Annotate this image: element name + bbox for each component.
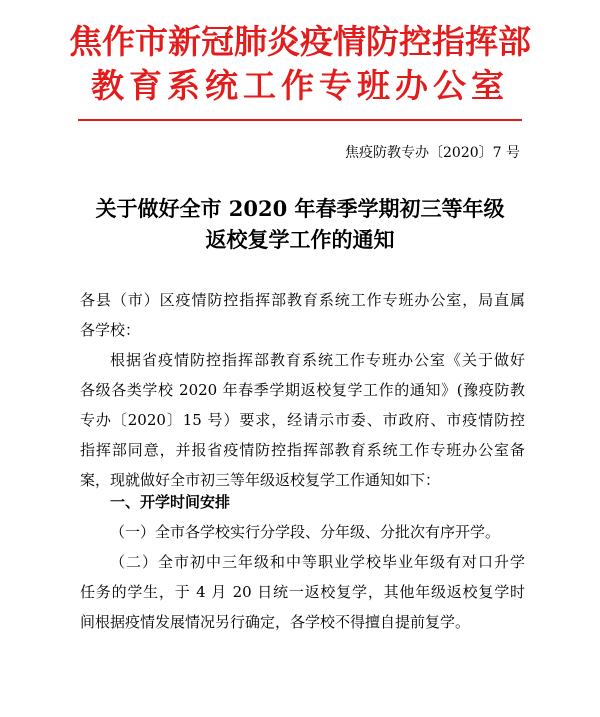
section-heading: 一、开学时间安排 (110, 493, 231, 511)
document-number: 焦疫防教专办〔2020〕7 号 (345, 145, 520, 161)
notice-title-line2: 返校复学工作的通知 (205, 227, 395, 252)
section-item-2-line: （二）全市初中三年级和中等职业学校毕业年级有对口升学 (110, 553, 525, 571)
intro-line: 指挥部同意，并报省疫情防控指挥部教育系统工作专班办公室备 (80, 441, 525, 459)
intro-line: 专办〔2020〕15 号）要求，经请示市委、市政府、市疫情防控 (80, 411, 525, 429)
addressee-line1: 各县（市）区疫情防控指挥部教育系统工作专班办公室，局直属 (80, 291, 525, 309)
section-item-2-line: 任务的学生，于 4 月 20 日统一返校复学，其他年级返校复学时 (80, 583, 525, 601)
intro-line: 各级各类学校 2020 年春季学期返校复学工作的通知》(豫疫防教 (80, 381, 525, 399)
notice-title-line1: 关于做好全市 2020 年春季学期初三等年级 (95, 196, 505, 221)
section-item-2-line: 间根据疫情发展情况另行确定，各学校不得擅自提前复学。 (80, 613, 471, 631)
intro-line: 根据省疫情防控指挥部教育系统工作专班办公室《关于做好 (110, 351, 525, 369)
issuer-header-line2: 教育系统工作专班办公室 (91, 66, 509, 105)
addressee-line2: 各学校： (80, 321, 141, 339)
section-item-1: （一）全市各学校实行分学段、分年级、分批次有序开学。 (110, 523, 501, 541)
red-divider-rule (78, 119, 522, 121)
issuer-header-line1: 焦作市新冠肺炎疫情防控指挥部 (69, 22, 531, 61)
intro-line: 案，现就做好全市初三等年级返校复学工作通知如下： (80, 471, 441, 489)
